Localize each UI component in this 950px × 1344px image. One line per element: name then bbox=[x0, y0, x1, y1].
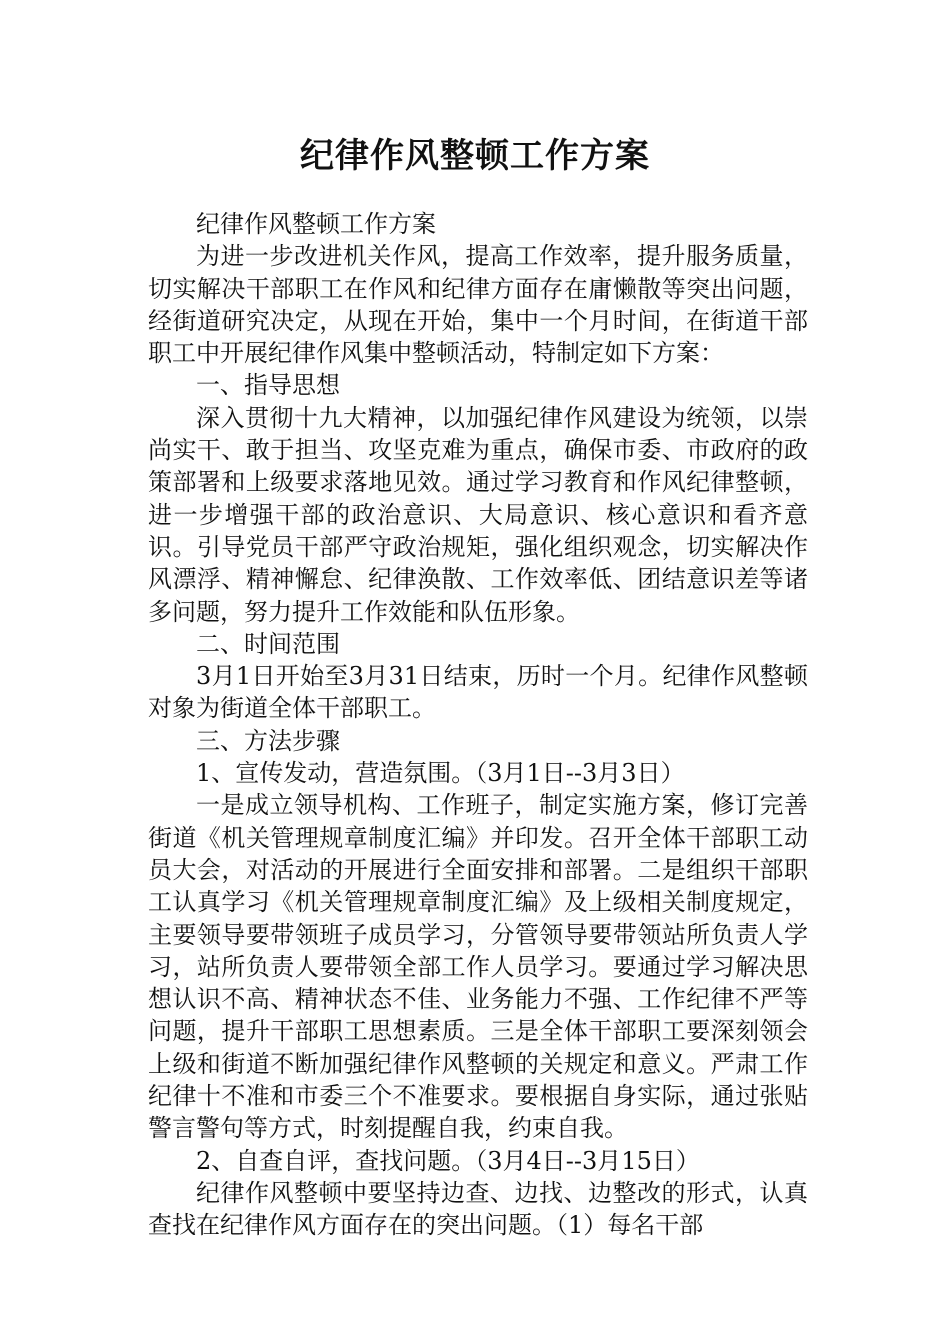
paragraph-time-range: 3月1日开始至3月31日结束，历时一个月。纪律作风整顿对象为街道全体干部职工。 bbox=[148, 662, 808, 723]
paragraph-subtitle: 纪律作风整顿工作方案 bbox=[196, 210, 436, 238]
paragraph-publicity: 一是成立领导机构、工作班子，制定实施方案，修订完善街道《机关管理规章制度汇编》并印发。召开全体干部职工动员大会，对活动的开展进行全面安排和部署。二是组织干部职工认真学习《机关管理规章制度汇编》及上级相关制度规定，主要领导要带领班子成员学习，分管领导要带领站所负责人学习，站所负责人要带领全部工作人员学习。要通过学习解决思想认识不高、精神状态不佳、业务能力不强、工作纪律不严等问题，提升干部职工思想素质。三是全体干部职工要深刻领会上级和街道不断加强纪律作风整顿的关规定和意义。严肃工作纪律十不准和市委三个不准要求。要根据自身实际，通过张贴警言警句等方式，时刻提醒自我，约束自我。 bbox=[148, 791, 808, 1143]
section-heading-guiding-ideology: 一、指导思想 bbox=[196, 371, 340, 400]
document-body bbox=[148, 208, 808, 1242]
section-heading-time-range: 二、时间范围 bbox=[196, 629, 340, 658]
step-heading-publicity: 1、宣传发动，营造氛围。（3月1日--3月3日） bbox=[196, 759, 685, 788]
document-title: 纪律作风整顿工作方案 bbox=[300, 136, 650, 176]
section-heading-method-steps: 三、方法步骤 bbox=[196, 726, 340, 755]
paragraph-self-check: 纪律作风整顿中要坚持边查、边找、边整改的形式，认真查找在纪律作风方面存在的突出问题。（1）每名干部 bbox=[148, 1178, 808, 1240]
step-heading-self-check: 2、自查自评，查找问题。（3月4日--3月15日） bbox=[196, 1146, 700, 1175]
paragraph-guiding-ideology: 深入贯彻十九大精神，以加强纪律作风建设为统领，以崇尚实干、敢于担当、攻坚克难为重点，确保市委、市政府的政策部署和上级要求落地见效。通过学习教育和作风纪律整顿，进一步增强干部的政治意识、大局意识、核心意识和看齐意识。引导党员干部严守政治规矩，强化组织观念，切实解决作风漂浮、精神懈怠、纪律涣散、工作效率低、团结意识差等诸多问题，努力提升工作效能和队伍形象。 bbox=[148, 403, 808, 626]
paragraph-intro: 为进一步改进机关作风，提高工作效率，提升服务质量，切实解决干部职工在作风和纪律方面存在庸懒散等突出问题，经街道研究决定，从现在开始，集中一个月时间，在街道干部职工中开展纪律作风集中整顿活动，特制定如下方案： bbox=[148, 242, 808, 368]
